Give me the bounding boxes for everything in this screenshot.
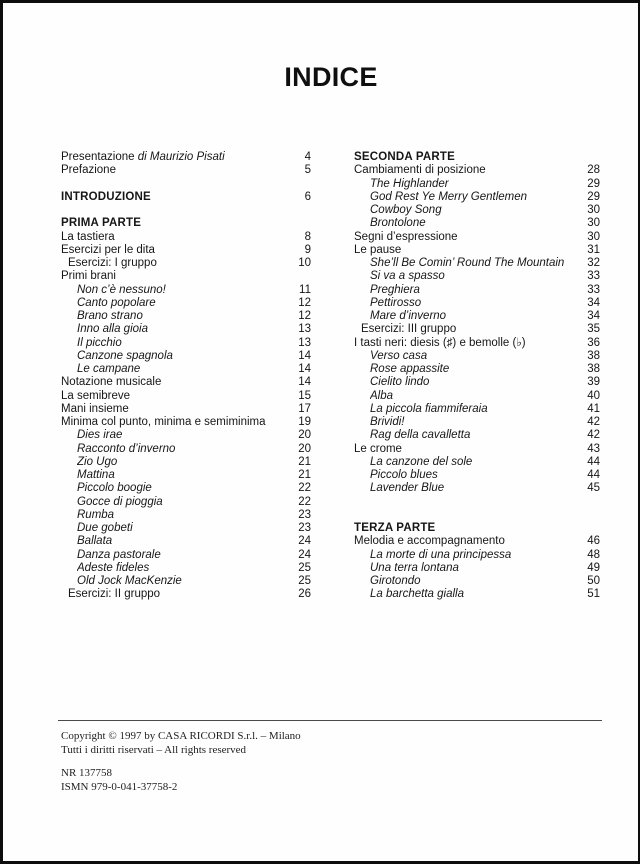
toc-row [61, 151, 311, 164]
toc-row [354, 482, 600, 495]
toc-entry-label: Esercizi: II gruppo [68, 588, 161, 601]
toc-row [354, 323, 600, 336]
toc-entry-page: 12 [298, 296, 311, 309]
toc-entry-label: Girotondo [370, 575, 421, 587]
toc-row [61, 416, 311, 429]
toc-spacer [354, 509, 600, 522]
toc-entry-label: Lavender Blue [370, 482, 445, 495]
toc-entry-page: 34 [587, 310, 600, 322]
toc-entry-label: Piccolo blues [370, 469, 438, 481]
toc-entry-label: Le crome [354, 442, 402, 455]
toc-row [61, 390, 311, 403]
toc-row [61, 191, 311, 204]
page-title: INDICE [284, 62, 378, 92]
toc-row [354, 191, 600, 204]
toc-entry-label: Minima col punto, minima e semiminima [61, 416, 266, 428]
toc-entry-label: Canto popolare [77, 296, 156, 309]
toc-entry-label: La canzone del sole [370, 455, 473, 468]
toc-row [354, 164, 600, 177]
toc-entry-label: Rumba [77, 508, 115, 521]
toc-row [354, 390, 600, 403]
toc-entry-page: 40 [587, 389, 600, 402]
toc-entry-page: 34 [587, 296, 600, 309]
toc-entry-label: Mani insieme [61, 402, 129, 415]
toc-entry-page: 50 [587, 575, 600, 587]
toc-entry-page: 8 [304, 230, 311, 243]
toc-entry-page: 5 [304, 164, 311, 177]
toc-row [61, 164, 311, 177]
toc-entry-page: 44 [587, 469, 600, 481]
toc-entry-label: INTRODUZIONE [61, 190, 151, 203]
toc-entry-label: Verso casa [370, 349, 428, 362]
toc-row [354, 588, 600, 601]
toc-entry-page: 14 [298, 363, 311, 375]
copyright-block [61, 729, 301, 757]
toc-entry-page: 23 [298, 522, 311, 534]
toc-row [354, 416, 600, 429]
toc-entry-label: Esercizi: III gruppo [361, 323, 457, 336]
toc-entry-page: 36 [587, 336, 600, 349]
toc-entry-page: 6 [304, 190, 311, 203]
toc-entry-page: 33 [587, 283, 600, 296]
toc-entry-page: 13 [298, 323, 311, 336]
toc-entry-label: TERZA PARTE [354, 522, 436, 534]
toc-entry-page: 45 [587, 482, 600, 495]
copyright-line-1: Copyright © 1997 by CASA RICORDI S.r.l. – Milano [61, 730, 301, 742]
toc-row [354, 350, 600, 363]
toc-entry-label: Gocce di pioggia [77, 495, 163, 508]
toc-entry-page: 17 [298, 402, 311, 415]
toc-row [61, 350, 311, 363]
toc-entry-page: 25 [298, 561, 311, 574]
toc-entry-label: La piccola fiammiferaia [370, 402, 488, 415]
toc-row [354, 297, 600, 310]
toc-entry-page: 42 [587, 416, 600, 428]
toc-entry-label: Racconto d’inverno [77, 442, 176, 455]
toc-entry-label: Adeste fideles [77, 561, 150, 574]
toc-row [354, 549, 600, 562]
toc-entry-label: Mare d’inverno [370, 310, 447, 322]
toc-entry-page: 4 [304, 151, 311, 163]
toc-entry-label: Alba [370, 389, 394, 402]
toc-entry-page: 28 [587, 164, 600, 177]
toc-row [354, 562, 600, 575]
toc-entry-page: 46 [587, 535, 600, 548]
toc-row [61, 376, 311, 389]
toc-entry-page: 31 [587, 243, 600, 256]
toc-row [61, 535, 311, 548]
toc-row [61, 284, 311, 297]
toc-entry-label: Brano strano [77, 310, 143, 322]
toc-row [61, 562, 311, 575]
ismn-number: ISMN 979-0-041-37758-2 [61, 781, 178, 793]
toc-row [61, 363, 311, 376]
toc-entry-page: 48 [587, 548, 600, 561]
toc-entry-label: Brontolone [370, 217, 426, 230]
toc-entry-page: 21 [298, 455, 311, 468]
toc-entry-label: Piccolo boogie [77, 482, 152, 495]
toc-row [354, 310, 600, 323]
toc-column-left [61, 151, 311, 602]
toc-entry-label: La tastiera [61, 230, 115, 243]
toc-row [354, 522, 600, 535]
toc-entry-label: God Rest Ye Merry Gentlemen [370, 190, 528, 203]
toc-entry-label: Segni d’espressione [354, 230, 458, 243]
toc-entry-page: 24 [298, 535, 311, 548]
toc-entry-page: 49 [587, 561, 600, 574]
toc-entry-label: Una terra lontana [370, 561, 459, 574]
toc-entry-label: Le campane [77, 363, 141, 375]
toc-entry-label: PRIMA PARTE [61, 217, 142, 230]
toc-spacer [354, 496, 600, 509]
toc-entry-page: 38 [587, 363, 600, 375]
toc-entry-label: Melodia e accompagnamento [354, 535, 505, 548]
toc-entry-label: SECONDA PARTE [354, 151, 455, 163]
toc-row [354, 363, 600, 376]
toc-entry-page: 39 [587, 376, 600, 389]
toc-row [61, 231, 311, 244]
toc-entry-page: 13 [298, 336, 311, 349]
toc-entry-label: Notazione musicale [61, 376, 162, 389]
toc-entry-label: La semibreve [61, 389, 131, 402]
toc-row [354, 217, 600, 230]
toc-entry-page: 33 [587, 270, 600, 283]
toc-entry-label: La morte di una principessa [370, 548, 512, 561]
toc-entry-page: 14 [298, 349, 311, 362]
toc-entry-page: 14 [298, 376, 311, 389]
toc-row [61, 217, 311, 230]
toc-entry-page: 44 [587, 455, 600, 468]
toc-entry-label: The Highlander [370, 177, 449, 190]
toc-row [61, 496, 311, 509]
toc-row [61, 443, 311, 456]
toc-entry-label: Preghiera [370, 283, 420, 296]
toc-entry-label: Primi brani [61, 270, 116, 283]
toc-entry-label: Esercizi per le dita [61, 243, 155, 256]
toc-row [354, 403, 600, 416]
copyright-line-2: Tutti i diritti riservati – All rights reserved [61, 744, 247, 756]
toc-entry-page: 10 [298, 257, 311, 269]
toc-entry-label: Cielito lindo [370, 376, 430, 389]
toc-entry-label: Esercizi: I gruppo [68, 257, 157, 269]
toc-row [354, 429, 600, 442]
toc-entry-page: 30 [587, 217, 600, 230]
catalog-number: NR 137758 [61, 767, 113, 779]
toc-entry-label: Rag della cavalletta [370, 429, 471, 442]
toc-entry-page: 29 [587, 177, 600, 190]
toc-entry-label: Mattina [77, 469, 115, 481]
toc-entry-page: 20 [298, 429, 311, 442]
toc-row [61, 482, 311, 495]
toc-entry-page: 29 [587, 190, 600, 203]
toc-entry-page: 35 [587, 323, 600, 336]
toc-row [61, 310, 311, 323]
toc-row [354, 337, 600, 350]
toc-entry-page: 11 [299, 283, 311, 296]
toc-entry-label: Rose appassite [370, 363, 450, 375]
toc-entry-label: Danza pastorale [77, 548, 161, 561]
toc-row [354, 204, 600, 217]
toc-row [354, 469, 600, 482]
toc-row [61, 257, 311, 270]
toc-entry-label: Dies irae [77, 429, 123, 442]
toc-row [61, 456, 311, 469]
toc-row [354, 178, 600, 191]
catalog-block [61, 766, 177, 794]
toc-entry-page: 43 [587, 442, 600, 455]
toc-column-right [354, 151, 600, 602]
toc-row [354, 257, 600, 270]
toc-entry-page: 32 [587, 257, 600, 269]
toc-row [354, 231, 600, 244]
toc-entry-label: Si va a spasso [370, 270, 445, 283]
toc-row [61, 588, 311, 601]
toc-row [61, 509, 311, 522]
toc-row [354, 270, 600, 283]
toc-entry-label: Le pause [354, 243, 402, 256]
toc-entry-page: 38 [587, 349, 600, 362]
toc-row [354, 244, 600, 257]
toc-row [354, 443, 600, 456]
toc-entry-label: Inno alla gioia [77, 323, 148, 336]
toc-entry-page: 22 [298, 482, 311, 495]
toc-row [354, 456, 600, 469]
toc-row [61, 429, 311, 442]
toc-entry-page: 12 [298, 310, 311, 322]
toc-row [61, 575, 311, 588]
toc-entry-label: Canzone spagnola [77, 349, 173, 362]
toc-entry-label: Zio Ugo [77, 455, 118, 468]
toc-entry-label: Non c’è nessuno! [77, 283, 166, 296]
toc-entry-label: Ballata [77, 535, 113, 548]
toc-row [61, 522, 311, 535]
toc-entry-label: Brividi! [370, 416, 405, 428]
toc-entry-label: Il picchio [77, 336, 122, 349]
toc-entry-page: 26 [298, 588, 311, 601]
toc-entry-label: Pettirosso [370, 296, 422, 309]
toc-entry-page: 15 [298, 389, 311, 402]
toc-entry-page: 20 [298, 442, 311, 455]
toc-entry-label: Old Jock MacKenzie [77, 575, 182, 587]
toc-row [354, 535, 600, 548]
toc-entry-label: Due gobeti [77, 522, 133, 534]
toc-row [354, 376, 600, 389]
toc-row [354, 284, 600, 297]
toc-row [61, 549, 311, 562]
toc-entry-page: 41 [587, 402, 600, 415]
toc-entry-label: Cambiamenti di posizione [354, 164, 486, 177]
toc-row [61, 323, 311, 336]
toc-entry-page: 9 [304, 243, 311, 256]
toc-entry-page: 23 [298, 508, 311, 521]
toc-row [61, 337, 311, 350]
toc-entry-page: 30 [587, 204, 600, 216]
toc-entry-label: Presentazione di Maurizio Pisati [61, 151, 225, 163]
toc-row [354, 151, 600, 164]
toc-entry-label: La barchetta gialla [370, 588, 464, 601]
toc-spacer [61, 204, 311, 217]
toc-entry-page: 21 [298, 469, 311, 481]
toc-entry-page: 30 [587, 230, 600, 243]
toc-entry-label: Prefazione [61, 164, 116, 177]
toc-spacer [61, 178, 311, 191]
toc-row [61, 403, 311, 416]
toc-entry-page: 22 [298, 495, 311, 508]
toc-row [61, 270, 311, 283]
toc-entry-label: She’ll Be Comin’ Round The Mountain [370, 257, 565, 269]
footer-divider [58, 720, 602, 721]
toc-row [354, 575, 600, 588]
toc-entry-label-italic: di Maurizio Pisati [137, 151, 225, 163]
toc-entry-page: 19 [298, 416, 311, 428]
toc-entry-label: I tasti neri: diesis (♯) e bemolle (♭) [354, 336, 526, 349]
toc-entry-page: 24 [298, 548, 311, 561]
toc-entry-page: 42 [587, 429, 600, 442]
toc-entry-page: 51 [587, 588, 600, 601]
toc-row [61, 244, 311, 257]
toc-entry-page: 25 [298, 575, 311, 587]
toc-entry-label: Cowboy Song [370, 204, 442, 216]
toc-row [61, 469, 311, 482]
toc-row [61, 297, 311, 310]
